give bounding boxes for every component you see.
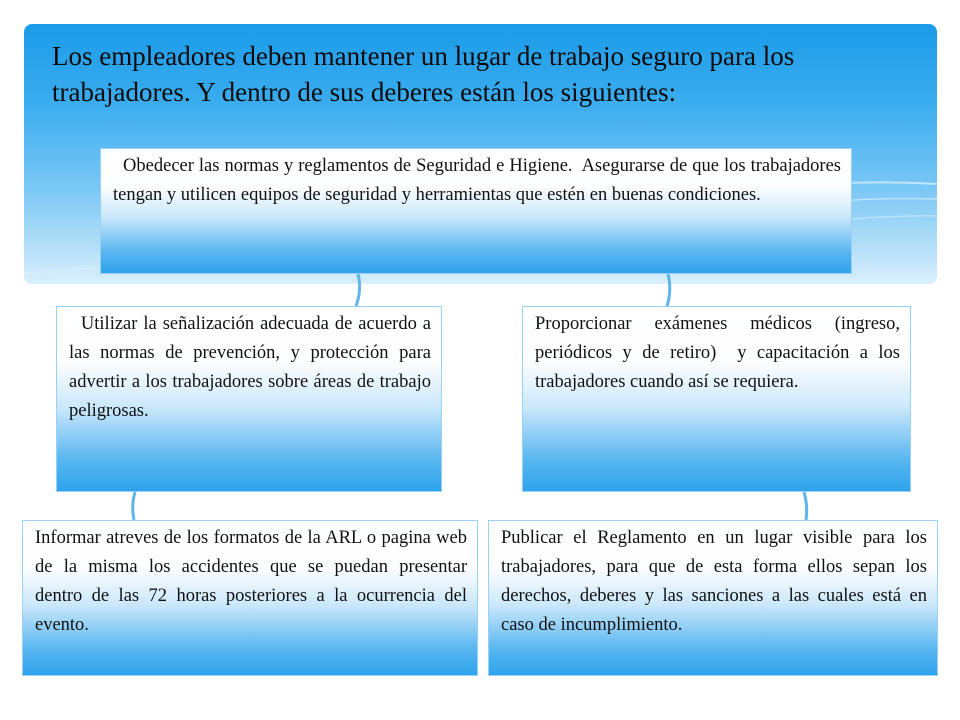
slide-title: Los empleadores deben mantener un lugar de trabajo seguro para los trabajadores. Y dentro de sus deberes están los siguientes: xyxy=(52,41,795,107)
connector-mid-left-to-bot-left xyxy=(133,492,135,520)
connector-top-to-mid-right xyxy=(667,274,670,306)
duty-box-medical-exams: Proporcionar exámenes médicos (ingreso, periódicos y de retiro) y capacitación a los trabajadores cuando así se requiera. xyxy=(522,306,911,492)
connector-mid-right-to-bot-right xyxy=(804,492,807,520)
duty-box-publish-regulation: Publicar el Reglamento en un lugar visible para los trabajadores, para que de esta forma ellos sepan los derechos, deberes y las sanciones a las cuales está en caso de incumplimiento. xyxy=(488,520,938,676)
duty-box-signage: Utilizar la señalización adecuada de acuerdo a las normas de prevención, y protección para advertir a los trabajadores sobre áreas de trabajo peligrosas. xyxy=(56,306,442,492)
connector-top-to-mid-left xyxy=(356,274,360,306)
duty-box-safety-rules: Obedecer las normas y reglamentos de Seguridad e Higiene. Asegurarse de que los trabajadores tengan y utilicen equipos de seguridad y herramientas que estén en buenas condiciones. xyxy=(100,148,852,274)
duty-box-report-accidents: Informar atreves de los formatos de la ARL o pagina web de la misma los accidentes que se puedan presentar dentro de las 72 horas posteriores a la ocurrencia del evento. xyxy=(22,520,478,676)
